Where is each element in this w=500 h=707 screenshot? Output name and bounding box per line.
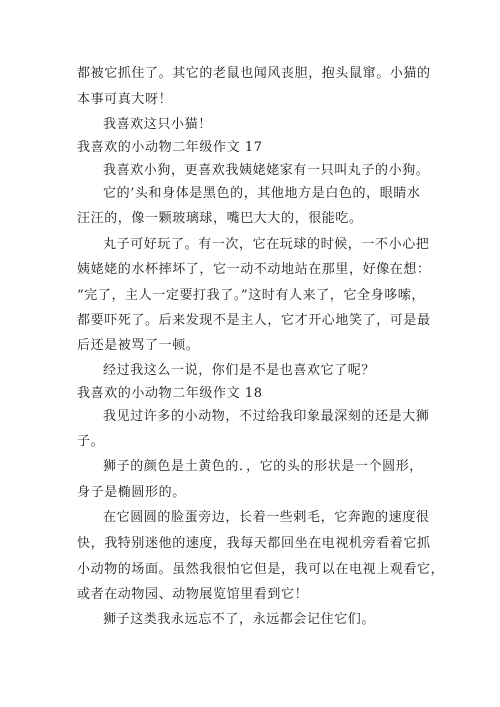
section-heading: 我喜欢的小动物二年级作文 17 xyxy=(77,140,263,155)
text-line: 在它圆圆的脸蛋旁边，长着一些剌毛，它奔跑的速度很 xyxy=(103,510,430,525)
text-line: 我见过许多的小动物，不过给我印象最深刻的还是大狮 xyxy=(103,409,430,424)
text-line: 姨姥姥的水杯摔坏了，它一动不动地站在那里，好像在想： xyxy=(77,262,431,277)
text-line: 快，我特别迷他的速度，我每天都回坐在电视机旁看着它抓 xyxy=(77,536,431,551)
text-line: 本事可真大呀！ xyxy=(77,92,173,107)
text-line: 它的’头和身体是黑色的，其他地方是白色的，眼睛水 xyxy=(103,186,421,201)
text-line: 都被它抓住了。其它的老鼠也闻风丧胆，抱头鼠窜。小猫的 xyxy=(77,66,431,81)
section-heading: 我喜欢的小动物二年级作文 18 xyxy=(77,386,263,401)
text-line: 我喜欢小狗，更喜欢我姨姥姥家有一只叫丸子的小狗。 xyxy=(103,163,430,178)
text-line: 都要吓死了。后来发现不是主人，它才开心地笑了，可是最 xyxy=(77,313,431,328)
text-line: 丸子可好玩了。有一次，它在玩球的时候，一不小心把 xyxy=(103,237,430,252)
text-line: 狮子这类我永远忘不了，永远都会记住它们。 xyxy=(103,612,376,627)
text-line: 我喜欢这只小猫！ xyxy=(103,117,212,132)
text-line: 狮子的颜色是土黄色的．，它的头的形状是一个圆形， xyxy=(103,459,423,474)
text-line: 小动物的场面。虽然我很怕它但是，我可以在电视上观看它， xyxy=(77,562,445,577)
text-line: “完了，主人一定要打我了。”这时有人来了，它全身哆嗦， xyxy=(77,288,425,303)
text-line: 后还是被骂了一顿。 xyxy=(77,338,200,353)
text-line: 身子是椭圆形的。 xyxy=(77,485,186,500)
text-line: 子。 xyxy=(77,434,105,449)
text-line: 汪汪的，像一颗玻璃球，嘴巴大大的，很能吃。 xyxy=(77,211,363,226)
text-line: 经过我这么一说，你们是不是也喜欢它了呢？ xyxy=(103,363,376,378)
text-line: 或者在动物园、动物展览馆里看到它！ xyxy=(77,587,309,602)
